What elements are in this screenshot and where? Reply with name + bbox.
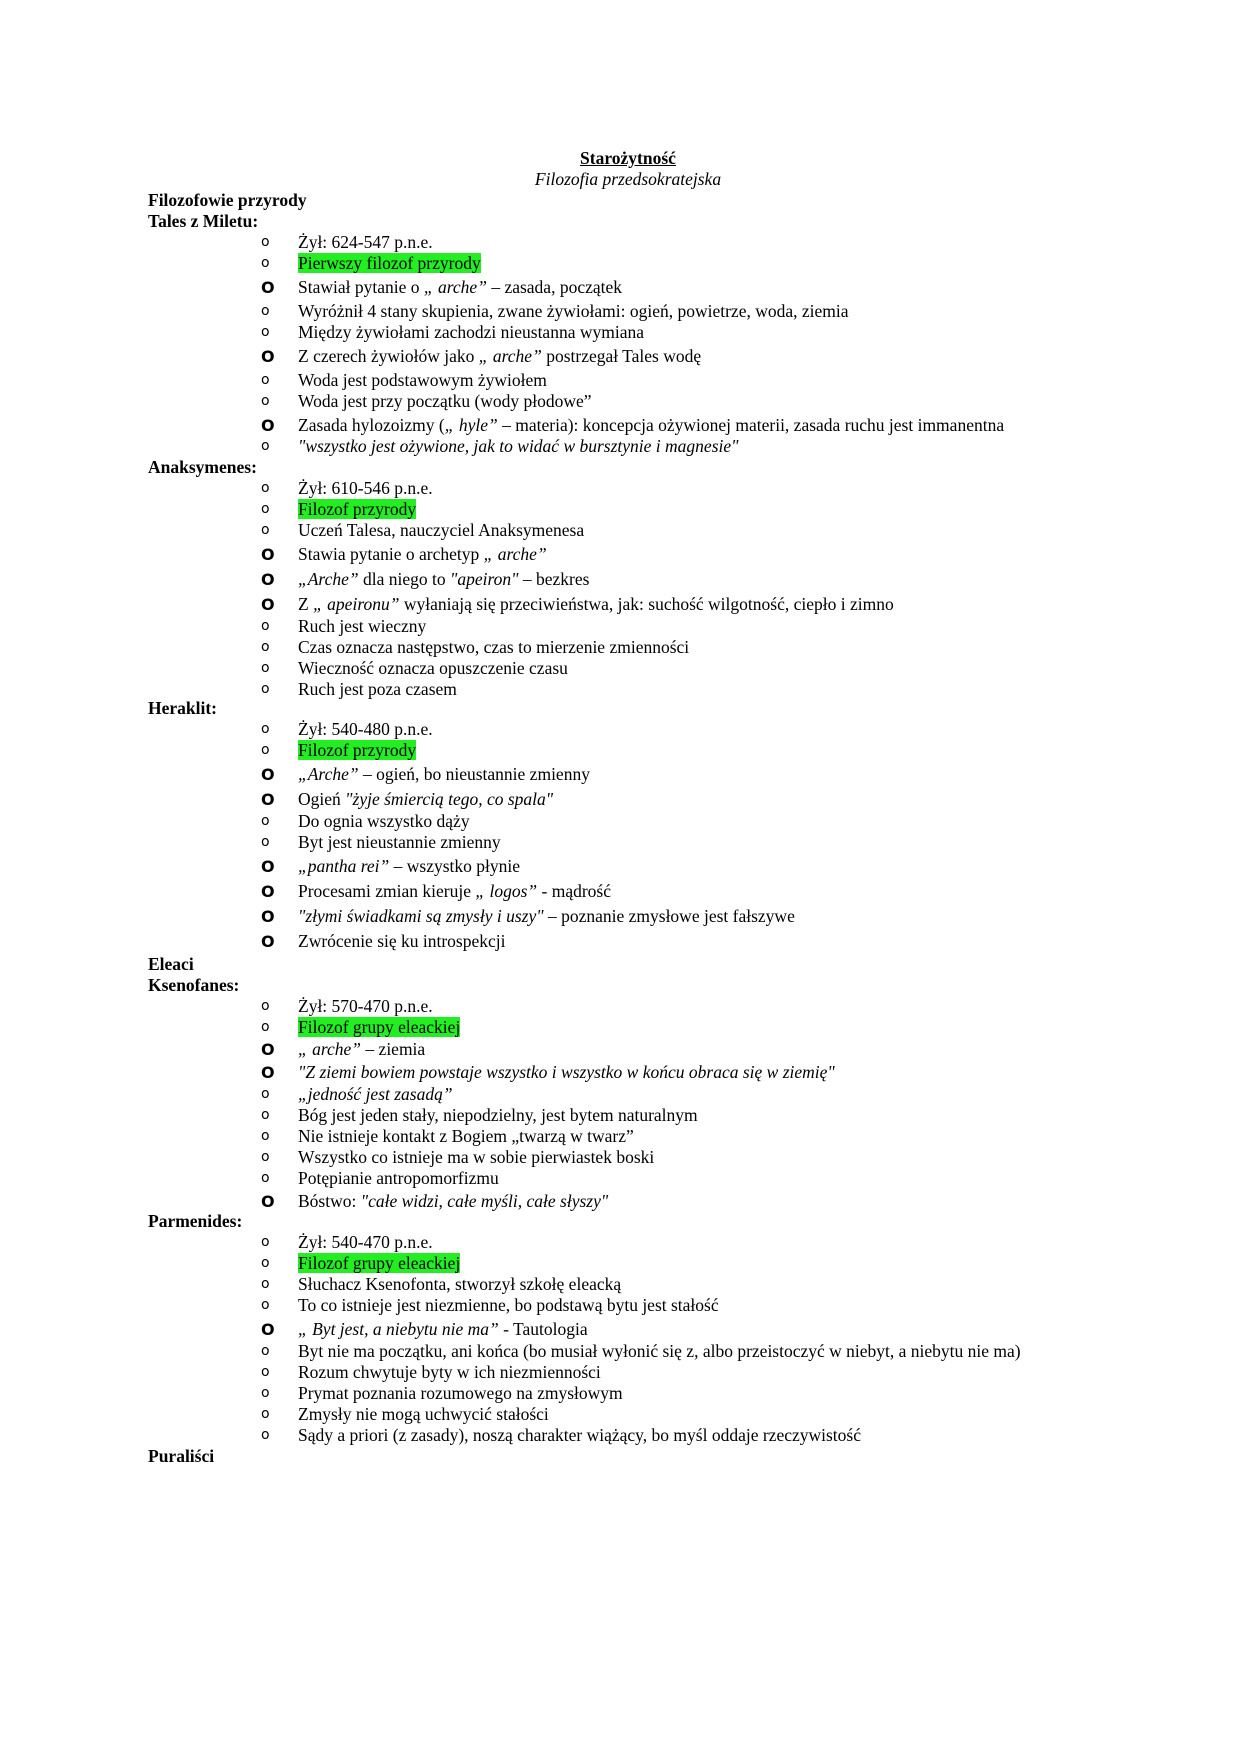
item-text: Wszystko co istnieje ma w sobie pierwiastek boski	[298, 1147, 655, 1167]
item-text: "złymi świadkami są zmysły i uszy"	[298, 906, 544, 926]
item-text: – bezkres	[518, 569, 590, 589]
item-text: - mądrość	[537, 881, 612, 901]
item-text: – ziemia	[361, 1039, 426, 1059]
highlighted-text: Filozof grupy eleackiej	[298, 1253, 461, 1273]
item-text: „ arche”	[478, 346, 542, 366]
item-text: „ arche”	[423, 277, 487, 297]
bullet-icon: o	[261, 660, 270, 676]
list-item	[148, 1232, 1108, 1253]
bullet-icon: o	[261, 324, 270, 340]
bullet-icon: o	[261, 618, 270, 634]
item-text: wyłaniają się przeciwieństwa, jak: suchość wilgotność, ciepło i zimno	[399, 594, 894, 614]
list-item	[148, 658, 1108, 679]
item-text: Procesami zmian kieruje	[298, 881, 476, 901]
item-text: Stawia pytanie o archetyp	[298, 544, 484, 564]
item-text: Żył: 540-470 p.n.e.	[298, 1232, 433, 1252]
bullet-icon: O	[261, 570, 275, 589]
highlighted-text: Filozof grupy eleackiej	[298, 1017, 461, 1037]
item-text: – zasada, początek	[486, 277, 622, 297]
section-heading: Filozofowie przyrody	[148, 190, 307, 210]
list-item	[148, 1017, 1108, 1039]
bullet-list	[148, 478, 1108, 698]
list-item	[148, 544, 1108, 569]
section-heading: Ksenofanes:	[148, 975, 240, 995]
section-heading: Tales z Miletu:	[148, 211, 259, 231]
bullet-icon: o	[261, 501, 270, 517]
item-text: Żył: 570-470 p.n.e.	[298, 996, 433, 1016]
item-text: „ apeironu”	[313, 594, 400, 614]
item-text: Woda jest podstawowym żywiołem	[298, 370, 547, 390]
bullet-icon: o	[261, 522, 270, 538]
item-text: Żył: 610-546 p.n.e.	[298, 478, 433, 498]
item-text: – materia): koncepcja ożywionej materii, zasada ruchu jest immanentna	[497, 415, 1005, 435]
bullet-list	[148, 232, 1108, 457]
bullet-icon: o	[261, 721, 270, 737]
item-text: Ruch jest wieczny	[298, 616, 427, 636]
section-eleaci	[148, 954, 1108, 975]
highlighted-text: Pierwszy filozof przyrody	[298, 253, 481, 273]
list-item	[148, 478, 1108, 499]
list-item	[148, 906, 1108, 931]
item-text: Zmysły nie mogą uchwycić stałości	[298, 1404, 549, 1424]
item-text: „Arche”	[298, 764, 359, 784]
section-filozofowie	[148, 190, 1108, 211]
list-item	[148, 1274, 1108, 1295]
item-text: Czas oznacza następstwo, czas to mierzenie zmienności	[298, 637, 690, 657]
item-text: Sądy a priori (z zasady), noszą charakter wiążący, bo myśl oddaje rzeczywistość	[298, 1425, 861, 1445]
item-text: Woda jest przy początku (wody płodowe”	[298, 391, 592, 411]
bullet-icon: O	[261, 1040, 275, 1059]
item-text: „pantha rei”	[298, 856, 390, 876]
item-text: – wszystko płynie	[389, 856, 521, 876]
list-item	[148, 415, 1108, 436]
document-title: Starożytność	[580, 148, 676, 168]
list-item	[148, 832, 1108, 856]
bullet-icon: o	[261, 681, 270, 697]
bullet-icon: o	[261, 255, 270, 271]
list-item	[148, 346, 1108, 370]
list-item	[148, 1084, 1108, 1105]
bullet-icon: o	[261, 1427, 270, 1443]
list-item	[148, 253, 1108, 277]
bullet-icon: o	[261, 1107, 270, 1123]
bullet-icon: O	[261, 907, 275, 926]
list-item	[148, 232, 1108, 253]
list-item	[148, 856, 1108, 881]
item-text: „Arche”	[298, 569, 359, 589]
bullet-icon: o	[261, 1086, 270, 1102]
list-item	[148, 520, 1108, 544]
item-text: dla niego to	[358, 569, 450, 589]
list-item	[148, 391, 1108, 415]
section-tales	[148, 211, 1108, 457]
item-text: Nie istnieje kontakt z Bogiem „twarzą w twarz”	[298, 1126, 634, 1146]
item-text: Zwrócenie się ku introspekcji	[298, 931, 506, 951]
list-item	[148, 764, 1108, 789]
list-item	[148, 1253, 1108, 1274]
bullet-list	[148, 996, 1108, 1211]
item-text: To co istnieje jest niezmienne, bo podstawą bytu jest stałość	[298, 1295, 719, 1315]
item-text: Bóg jest jeden stały, niepodzielny, jest bytem naturalnym	[298, 1105, 698, 1125]
list-item	[148, 1295, 1108, 1319]
item-text: „ arche”	[483, 544, 547, 564]
item-text: Stawiał pytanie o	[298, 277, 424, 297]
item-text: Żył: 540-480 p.n.e.	[298, 719, 433, 739]
section-parmenides	[148, 1211, 1108, 1446]
bullet-icon: O	[261, 932, 275, 951]
list-item	[148, 811, 1108, 832]
bullet-icon: O	[261, 595, 275, 614]
bullet-icon: O	[261, 416, 275, 435]
item-text: Prymat poznania rozumowego na zmysłowym	[298, 1383, 623, 1403]
list-item	[148, 719, 1108, 740]
bullet-icon: o	[261, 234, 270, 250]
list-item	[148, 322, 1108, 346]
list-item	[148, 1105, 1108, 1126]
list-item	[148, 499, 1108, 520]
section-pluralisci	[148, 1446, 1108, 1467]
item-text: "całe widzi, całe myśli, całe słyszy"	[360, 1191, 609, 1211]
bullet-icon: O	[261, 278, 275, 297]
list-item	[148, 996, 1108, 1017]
list-item	[148, 1404, 1108, 1425]
item-text: "żyje śmiercią tego, co spala"	[345, 789, 554, 809]
list-item	[148, 931, 1108, 954]
item-text: – ogień, bo nieustannie zmienny	[358, 764, 590, 784]
bullet-icon: o	[261, 438, 270, 454]
item-text: "apeiron"	[449, 569, 519, 589]
item-text: Z	[298, 594, 314, 614]
list-item	[148, 1126, 1108, 1147]
section-heading: Puraliści	[148, 1446, 215, 1466]
bullet-icon: O	[261, 1320, 275, 1339]
item-text: Zasada hylozoizmy (	[298, 415, 445, 435]
bullet-icon: o	[261, 1343, 270, 1359]
item-text: Byt nie ma początku, ani końca (bo musiał wyłonić się z, albo przeistoczyć w niebyt, a niebytu nie ma)	[298, 1341, 1021, 1361]
list-item	[148, 1319, 1108, 1341]
bullet-icon: O	[261, 1192, 275, 1211]
list-item	[148, 1362, 1108, 1383]
item-text: „jedność jest zasadą”	[298, 1084, 453, 1104]
bullet-icon: o	[261, 742, 270, 758]
item-text: Z czerech żywiołów jako	[298, 346, 479, 366]
bullet-list	[148, 719, 1108, 954]
list-item	[148, 569, 1108, 594]
bullet-icon: O	[261, 882, 275, 901]
bullet-icon: o	[261, 1364, 270, 1380]
list-item	[148, 637, 1108, 658]
list-item	[148, 277, 1108, 301]
section-heading: Parmenides:	[148, 1211, 243, 1231]
item-text: "wszystko jest ożywione, jak to widać w bursztynie i magnesie"	[298, 436, 739, 456]
bullet-icon: o	[261, 1019, 270, 1035]
list-item	[148, 1191, 1108, 1211]
list-item	[148, 594, 1108, 616]
bullet-icon: o	[261, 303, 270, 319]
list-item	[148, 789, 1108, 811]
item-text: Uczeń Talesa, nauczyciel Anaksymenesa	[298, 520, 585, 540]
bullet-icon: o	[261, 1406, 270, 1422]
list-item	[148, 740, 1108, 764]
item-text: „ Byt jest, a niebytu nie ma”	[298, 1319, 499, 1339]
item-text: „ arche”	[298, 1039, 362, 1059]
bullet-icon: o	[261, 1170, 270, 1186]
list-item	[148, 1383, 1108, 1404]
highlighted-text: Filozof przyrody	[298, 740, 417, 760]
highlighted-text: Filozof przyrody	[298, 499, 417, 519]
section-heading: Anaksymenes:	[148, 457, 257, 477]
bullet-icon: o	[261, 834, 270, 850]
list-item	[148, 301, 1108, 322]
bullet-icon: O	[261, 765, 275, 784]
list-item	[148, 679, 1108, 698]
list-item	[148, 1062, 1108, 1084]
item-text: "Z ziemi bowiem powstaje wszystko i wszystko w końcu obraca się w ziemię"	[298, 1062, 835, 1082]
item-text: Wieczność oznacza opuszczenie czasu	[298, 658, 568, 678]
bullet-icon: o	[261, 639, 270, 655]
item-text: „ logos”	[475, 881, 538, 901]
bullet-icon: o	[261, 1297, 270, 1313]
bullet-icon: O	[261, 347, 275, 366]
list-item	[148, 1425, 1108, 1446]
document-page	[148, 148, 1108, 1467]
section-heraklit	[148, 698, 1108, 954]
bullet-icon: O	[261, 1063, 275, 1082]
bullet-list	[148, 1232, 1108, 1446]
item-text: Rozum chwytuje byty w ich niezmienności	[298, 1362, 601, 1382]
list-item	[148, 1341, 1108, 1362]
item-text: Ogień	[298, 789, 346, 809]
item-text: Między żywiołami zachodzi nieustanna wymiana	[298, 322, 644, 342]
item-text: postrzegał Tales wodę	[541, 346, 702, 366]
section-heading: Heraklit:	[148, 698, 218, 718]
bullet-icon: o	[261, 1255, 270, 1271]
list-item	[148, 881, 1108, 906]
item-text: Ruch jest poza czasem	[298, 679, 457, 699]
bullet-icon: o	[261, 1149, 270, 1165]
item-text: Potępianie antropomorfizmu	[298, 1168, 499, 1188]
bullet-icon: o	[261, 813, 270, 829]
item-text: Do ognia wszystko dąży	[298, 811, 470, 831]
sections-container	[148, 190, 1108, 1467]
bullet-icon: o	[261, 1276, 270, 1292]
bullet-icon: O	[261, 790, 275, 809]
list-item	[148, 1168, 1108, 1191]
item-text: – poznanie zmysłowe jest fałszywe	[543, 906, 795, 926]
section-anaksymenes	[148, 457, 1108, 698]
item-text: „ hyle”	[444, 415, 498, 435]
bullet-icon: O	[261, 857, 275, 876]
item-text: Żył: 624-547 p.n.e.	[298, 232, 433, 252]
list-item	[148, 370, 1108, 391]
bullet-icon: o	[261, 1128, 270, 1144]
bullet-icon: o	[261, 998, 270, 1014]
list-item	[148, 616, 1108, 637]
item-text: Byt jest nieustannie zmienny	[298, 832, 501, 852]
bullet-icon: o	[261, 1234, 270, 1250]
item-text: Słuchacz Ksenofonta, stworzył szkołę eleacką	[298, 1274, 622, 1294]
section-ksenofanes	[148, 975, 1108, 1211]
list-item	[148, 1039, 1108, 1062]
bullet-icon: o	[261, 393, 270, 409]
list-item	[148, 1147, 1108, 1168]
item-text: Bóstwo:	[298, 1191, 361, 1211]
item-text: Wyróżnił 4 stany skupienia, zwane żywiołami: ogień, powietrze, woda, ziemia	[298, 301, 849, 321]
bullet-icon: o	[261, 480, 270, 496]
document-subtitle: Filozofia przedsokratejska	[534, 169, 722, 189]
list-item	[148, 436, 1108, 457]
section-heading: Eleaci	[148, 954, 194, 974]
bullet-icon: o	[261, 372, 270, 388]
bullet-icon: o	[261, 1385, 270, 1401]
item-text: - Tautologia	[498, 1319, 588, 1339]
bullet-icon: O	[261, 545, 275, 564]
